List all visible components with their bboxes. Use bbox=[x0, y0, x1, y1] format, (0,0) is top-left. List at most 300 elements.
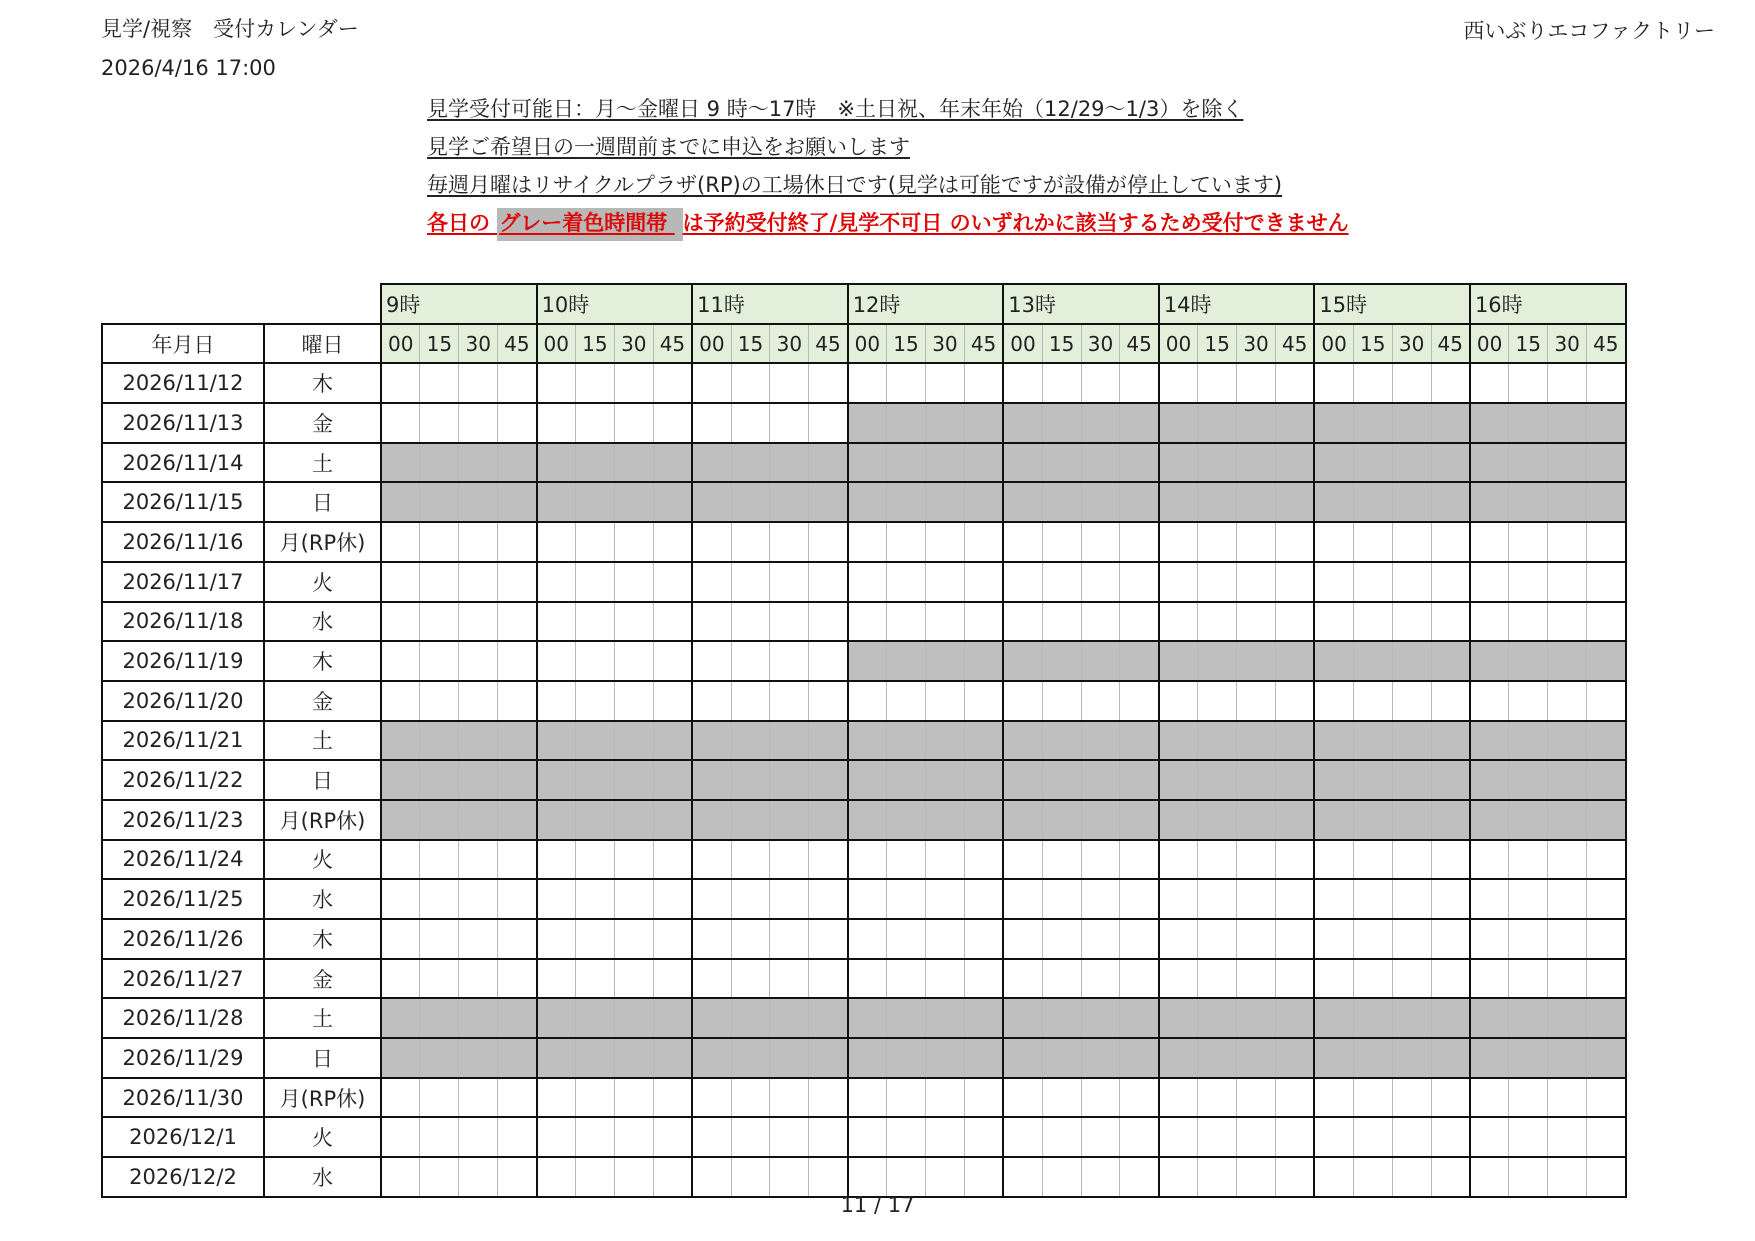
row-date: 2026/11/23 bbox=[102, 800, 264, 840]
time-slot-unavailable bbox=[459, 998, 498, 1038]
time-slot-unavailable bbox=[964, 403, 1003, 443]
time-slot-available bbox=[653, 879, 692, 919]
time-slot-available bbox=[498, 919, 537, 959]
time-slot-unavailable bbox=[1353, 443, 1392, 483]
time-slot-available bbox=[537, 879, 576, 919]
time-slot-unavailable bbox=[1587, 641, 1626, 681]
time-slot-unavailable bbox=[1470, 1038, 1509, 1078]
time-slot-unavailable bbox=[1392, 1038, 1431, 1078]
hour-header: 11時 bbox=[692, 284, 848, 324]
time-slot-available bbox=[964, 681, 1003, 721]
time-slot-unavailable bbox=[1275, 443, 1314, 483]
time-slot-available bbox=[1042, 363, 1081, 403]
time-slot-available bbox=[1392, 919, 1431, 959]
time-slot-available bbox=[1548, 522, 1587, 562]
time-slot-unavailable bbox=[1470, 403, 1509, 443]
time-slot-available bbox=[1120, 363, 1159, 403]
time-slot-available bbox=[809, 403, 848, 443]
time-slot-available bbox=[925, 879, 964, 919]
time-slot-available bbox=[575, 919, 614, 959]
time-slot-unavailable bbox=[1159, 641, 1198, 681]
time-slot-available bbox=[1237, 522, 1276, 562]
time-slot-available bbox=[1314, 562, 1353, 602]
row-day-of-week: 金 bbox=[264, 403, 381, 443]
time-slot-available bbox=[1120, 840, 1159, 880]
time-slot-available bbox=[498, 681, 537, 721]
time-slot-available bbox=[1003, 840, 1042, 880]
time-slot-available bbox=[420, 562, 459, 602]
time-slot-available bbox=[925, 522, 964, 562]
time-slot-unavailable bbox=[1470, 641, 1509, 681]
note-grey-legend-highlight: グレー着色時間帯 bbox=[497, 208, 682, 241]
time-slot-available bbox=[1548, 363, 1587, 403]
time-slot-available bbox=[770, 681, 809, 721]
time-slot-available bbox=[575, 879, 614, 919]
time-slot-unavailable bbox=[848, 443, 887, 483]
time-slot-available bbox=[731, 879, 770, 919]
time-slot-unavailable bbox=[731, 443, 770, 483]
row-date: 2026/11/20 bbox=[102, 681, 264, 721]
time-slot-available bbox=[1198, 602, 1237, 642]
time-slot-available bbox=[1587, 1117, 1626, 1157]
time-slot-unavailable bbox=[1548, 443, 1587, 483]
time-slot-available bbox=[1392, 681, 1431, 721]
time-slot-available bbox=[614, 1117, 653, 1157]
minute-header: 30 bbox=[1392, 324, 1431, 364]
time-slot-unavailable bbox=[1042, 998, 1081, 1038]
time-slot-available bbox=[1431, 681, 1470, 721]
time-slot-available bbox=[1353, 879, 1392, 919]
time-slot-available bbox=[1587, 522, 1626, 562]
time-slot-available bbox=[1275, 681, 1314, 721]
time-slot-available bbox=[1509, 1117, 1548, 1157]
time-slot-available bbox=[653, 641, 692, 681]
time-slot-available bbox=[537, 1157, 576, 1197]
time-slot-available bbox=[1198, 919, 1237, 959]
time-slot-available bbox=[459, 562, 498, 602]
time-slot-available bbox=[809, 919, 848, 959]
time-slot-available bbox=[1392, 1117, 1431, 1157]
time-slot-available bbox=[381, 919, 420, 959]
time-slot-available bbox=[770, 879, 809, 919]
time-slot-unavailable bbox=[1392, 998, 1431, 1038]
time-slot-unavailable bbox=[575, 721, 614, 761]
time-slot-unavailable bbox=[1587, 800, 1626, 840]
time-slot-available bbox=[498, 403, 537, 443]
time-slot-available bbox=[731, 403, 770, 443]
time-slot-available bbox=[1431, 879, 1470, 919]
time-slot-available bbox=[848, 879, 887, 919]
facility-name: 西いぶりエコファクトリー bbox=[1463, 19, 1715, 43]
time-slot-available bbox=[887, 1078, 926, 1118]
minute-header: 30 bbox=[925, 324, 964, 364]
time-slot-available bbox=[1470, 1117, 1509, 1157]
time-slot-available bbox=[770, 919, 809, 959]
time-slot-available bbox=[1392, 363, 1431, 403]
time-slot-unavailable bbox=[1237, 443, 1276, 483]
time-slot-available bbox=[1237, 919, 1276, 959]
row-day-of-week: 火 bbox=[264, 1117, 381, 1157]
time-slot-unavailable bbox=[1587, 760, 1626, 800]
time-slot-available bbox=[1587, 1157, 1626, 1197]
calendar-row bbox=[102, 998, 1626, 1038]
time-slot-unavailable bbox=[1120, 443, 1159, 483]
time-slot-available bbox=[1431, 959, 1470, 999]
time-slot-unavailable bbox=[1587, 403, 1626, 443]
time-slot-available bbox=[692, 919, 731, 959]
calendar-row bbox=[102, 760, 1626, 800]
time-slot-unavailable bbox=[809, 721, 848, 761]
time-slot-unavailable bbox=[731, 482, 770, 522]
time-slot-available bbox=[1470, 1157, 1509, 1197]
time-slot-unavailable bbox=[1509, 760, 1548, 800]
time-slot-unavailable bbox=[1198, 800, 1237, 840]
time-slot-available bbox=[1587, 1078, 1626, 1118]
time-slot-unavailable bbox=[653, 443, 692, 483]
time-slot-available bbox=[1431, 562, 1470, 602]
time-slot-available bbox=[498, 562, 537, 602]
time-slot-unavailable bbox=[731, 760, 770, 800]
time-slot-available bbox=[770, 840, 809, 880]
time-slot-unavailable bbox=[848, 998, 887, 1038]
time-slot-available bbox=[537, 363, 576, 403]
time-slot-unavailable bbox=[1198, 403, 1237, 443]
time-slot-unavailable bbox=[692, 1038, 731, 1078]
minute-header: 15 bbox=[1509, 324, 1548, 364]
time-slot-available bbox=[459, 1078, 498, 1118]
time-slot-available bbox=[1509, 959, 1548, 999]
time-slot-available bbox=[420, 879, 459, 919]
time-slot-available bbox=[1587, 602, 1626, 642]
time-slot-unavailable bbox=[1314, 721, 1353, 761]
time-slot-available bbox=[1120, 1078, 1159, 1118]
time-slot-available bbox=[575, 1157, 614, 1197]
time-slot-available bbox=[887, 1117, 926, 1157]
time-slot-available bbox=[1470, 522, 1509, 562]
time-slot-unavailable bbox=[537, 1038, 576, 1078]
time-slot-available bbox=[1042, 681, 1081, 721]
time-slot-available bbox=[1120, 1157, 1159, 1197]
time-slot-unavailable bbox=[1198, 760, 1237, 800]
time-slot-available bbox=[1198, 840, 1237, 880]
time-slot-unavailable bbox=[420, 443, 459, 483]
time-slot-unavailable bbox=[1587, 721, 1626, 761]
note-apply-deadline: 見学ご希望日の一週間前までに申込をお願いします bbox=[427, 135, 910, 159]
time-slot-available bbox=[1431, 840, 1470, 880]
time-slot-unavailable bbox=[1509, 998, 1548, 1038]
time-slot-available bbox=[459, 879, 498, 919]
row-day-of-week: 月(RP休) bbox=[264, 1078, 381, 1118]
time-slot-unavailable bbox=[964, 760, 1003, 800]
row-day-of-week: 日 bbox=[264, 760, 381, 800]
time-slot-unavailable bbox=[1431, 443, 1470, 483]
row-day-of-week: 月(RP休) bbox=[264, 800, 381, 840]
time-slot-unavailable bbox=[1159, 443, 1198, 483]
time-slot-available bbox=[1353, 840, 1392, 880]
time-slot-available bbox=[1275, 919, 1314, 959]
calendar-body bbox=[102, 363, 1626, 1196]
calendar-row bbox=[102, 800, 1626, 840]
row-date: 2026/11/13 bbox=[102, 403, 264, 443]
time-slot-available bbox=[498, 641, 537, 681]
time-slot-available bbox=[692, 602, 731, 642]
time-slot-available bbox=[731, 840, 770, 880]
time-slot-available bbox=[1470, 602, 1509, 642]
row-date: 2026/11/24 bbox=[102, 840, 264, 880]
minute-header: 00 bbox=[848, 324, 887, 364]
time-slot-unavailable bbox=[964, 1038, 1003, 1078]
minute-header: 00 bbox=[1314, 324, 1353, 364]
time-slot-available bbox=[1081, 1078, 1120, 1118]
time-slot-available bbox=[1392, 562, 1431, 602]
time-slot-unavailable bbox=[1470, 760, 1509, 800]
minute-header: 45 bbox=[1431, 324, 1470, 364]
time-slot-available bbox=[809, 681, 848, 721]
time-slot-available bbox=[1237, 1078, 1276, 1118]
time-slot-unavailable bbox=[498, 482, 537, 522]
time-slot-available bbox=[1275, 1078, 1314, 1118]
time-slot-available bbox=[614, 363, 653, 403]
time-slot-unavailable bbox=[692, 482, 731, 522]
calendar-row bbox=[102, 443, 1626, 483]
time-slot-available bbox=[1120, 681, 1159, 721]
time-slot-available bbox=[1198, 959, 1237, 999]
time-slot-unavailable bbox=[1198, 998, 1237, 1038]
row-date: 2026/11/19 bbox=[102, 641, 264, 681]
time-slot-available bbox=[1237, 1117, 1276, 1157]
minute-header: 45 bbox=[1120, 324, 1159, 364]
time-slot-unavailable bbox=[1159, 760, 1198, 800]
calendar-row bbox=[102, 681, 1626, 721]
time-slot-available bbox=[925, 1117, 964, 1157]
time-slot-available bbox=[1587, 879, 1626, 919]
time-slot-available bbox=[731, 681, 770, 721]
time-slot-available bbox=[925, 840, 964, 880]
time-slot-available bbox=[1237, 1157, 1276, 1197]
time-slot-unavailable bbox=[1120, 482, 1159, 522]
time-slot-available bbox=[964, 919, 1003, 959]
minute-header: 15 bbox=[420, 324, 459, 364]
time-slot-available bbox=[964, 1117, 1003, 1157]
time-slot-available bbox=[887, 681, 926, 721]
time-slot-unavailable bbox=[537, 721, 576, 761]
time-slot-unavailable bbox=[1392, 721, 1431, 761]
minute-header: 15 bbox=[1042, 324, 1081, 364]
time-slot-available bbox=[459, 363, 498, 403]
time-slot-available bbox=[1159, 522, 1198, 562]
time-slot-unavailable bbox=[1431, 760, 1470, 800]
time-slot-available bbox=[964, 602, 1003, 642]
time-slot-unavailable bbox=[459, 721, 498, 761]
time-slot-unavailable bbox=[1198, 443, 1237, 483]
time-slot-available bbox=[1081, 919, 1120, 959]
time-slot-available bbox=[498, 602, 537, 642]
time-slot-unavailable bbox=[964, 721, 1003, 761]
time-slot-available bbox=[1237, 879, 1276, 919]
time-slot-unavailable bbox=[1042, 443, 1081, 483]
time-slot-available bbox=[381, 522, 420, 562]
time-slot-available bbox=[692, 363, 731, 403]
time-slot-available bbox=[1314, 522, 1353, 562]
time-slot-available bbox=[1275, 879, 1314, 919]
time-slot-available bbox=[381, 363, 420, 403]
time-slot-unavailable bbox=[1314, 482, 1353, 522]
time-slot-available bbox=[1120, 522, 1159, 562]
time-slot-available bbox=[731, 641, 770, 681]
time-slot-available bbox=[575, 1117, 614, 1157]
time-slot-unavailable bbox=[1198, 721, 1237, 761]
time-slot-available bbox=[1353, 959, 1392, 999]
time-slot-unavailable bbox=[1548, 760, 1587, 800]
time-slot-available bbox=[653, 959, 692, 999]
time-slot-available bbox=[1159, 681, 1198, 721]
time-slot-available bbox=[770, 363, 809, 403]
time-slot-available bbox=[809, 602, 848, 642]
time-slot-available bbox=[1470, 959, 1509, 999]
time-slot-available bbox=[537, 919, 576, 959]
row-day-of-week: 日 bbox=[264, 482, 381, 522]
calendar-row bbox=[102, 919, 1626, 959]
time-slot-unavailable bbox=[1353, 998, 1392, 1038]
time-slot-available bbox=[1275, 562, 1314, 602]
time-slot-available bbox=[1431, 363, 1470, 403]
time-slot-unavailable bbox=[420, 721, 459, 761]
time-slot-available bbox=[1509, 919, 1548, 959]
document-timestamp: 2026/4/16 17:00 bbox=[101, 56, 276, 80]
time-slot-available bbox=[1159, 919, 1198, 959]
time-slot-available bbox=[498, 959, 537, 999]
time-slot-available bbox=[381, 403, 420, 443]
time-slot-available bbox=[964, 840, 1003, 880]
row-date: 2026/11/15 bbox=[102, 482, 264, 522]
time-slot-unavailable bbox=[1314, 800, 1353, 840]
time-slot-available bbox=[459, 522, 498, 562]
time-slot-unavailable bbox=[420, 482, 459, 522]
time-slot-unavailable bbox=[459, 482, 498, 522]
row-day-of-week: 日 bbox=[264, 1038, 381, 1078]
time-slot-unavailable bbox=[575, 998, 614, 1038]
dow-column-header: 曜日 bbox=[264, 324, 381, 364]
time-slot-unavailable bbox=[1431, 998, 1470, 1038]
time-slot-unavailable bbox=[1353, 721, 1392, 761]
time-slot-unavailable bbox=[925, 641, 964, 681]
time-slot-available bbox=[459, 681, 498, 721]
minute-header: 30 bbox=[459, 324, 498, 364]
time-slot-unavailable bbox=[1275, 760, 1314, 800]
time-slot-available bbox=[575, 522, 614, 562]
time-slot-available bbox=[964, 959, 1003, 999]
time-slot-available bbox=[1509, 1078, 1548, 1118]
time-slot-unavailable bbox=[887, 1038, 926, 1078]
time-slot-available bbox=[1237, 602, 1276, 642]
time-slot-available bbox=[381, 681, 420, 721]
time-slot-available bbox=[653, 602, 692, 642]
time-slot-unavailable bbox=[770, 998, 809, 1038]
time-slot-available bbox=[1120, 879, 1159, 919]
time-slot-available bbox=[887, 919, 926, 959]
time-slot-available bbox=[537, 562, 576, 602]
minute-header: 30 bbox=[1237, 324, 1276, 364]
time-slot-available bbox=[614, 681, 653, 721]
time-slot-available bbox=[731, 919, 770, 959]
time-slot-unavailable bbox=[848, 721, 887, 761]
time-slot-available bbox=[1275, 959, 1314, 999]
time-slot-available bbox=[459, 1117, 498, 1157]
time-slot-unavailable bbox=[1509, 443, 1548, 483]
calendar-row bbox=[102, 1038, 1626, 1078]
calendar-row bbox=[102, 879, 1626, 919]
time-slot-available bbox=[848, 959, 887, 999]
note-grey-legend-pre: 各日の bbox=[427, 211, 498, 235]
time-slot-available bbox=[614, 959, 653, 999]
time-slot-available bbox=[1081, 562, 1120, 602]
time-slot-available bbox=[692, 681, 731, 721]
time-slot-available bbox=[1470, 562, 1509, 602]
time-slot-unavailable bbox=[1431, 482, 1470, 522]
time-slot-available bbox=[459, 840, 498, 880]
time-slot-unavailable bbox=[537, 443, 576, 483]
time-slot-available bbox=[459, 403, 498, 443]
time-slot-unavailable bbox=[1081, 760, 1120, 800]
time-slot-unavailable bbox=[1237, 641, 1276, 681]
time-slot-unavailable bbox=[1275, 482, 1314, 522]
time-slot-available bbox=[614, 919, 653, 959]
time-slot-available bbox=[809, 1117, 848, 1157]
time-slot-unavailable bbox=[1470, 443, 1509, 483]
time-slot-available bbox=[1548, 562, 1587, 602]
time-slot-unavailable bbox=[1198, 641, 1237, 681]
row-day-of-week: 土 bbox=[264, 998, 381, 1038]
time-slot-unavailable bbox=[848, 641, 887, 681]
time-slot-unavailable bbox=[498, 721, 537, 761]
time-slot-available bbox=[692, 840, 731, 880]
time-slot-available bbox=[537, 602, 576, 642]
hour-header-row bbox=[102, 284, 1626, 324]
time-slot-unavailable bbox=[1548, 998, 1587, 1038]
time-slot-unavailable bbox=[731, 998, 770, 1038]
time-slot-unavailable bbox=[964, 482, 1003, 522]
time-slot-available bbox=[1470, 363, 1509, 403]
time-slot-unavailable bbox=[1120, 760, 1159, 800]
time-slot-available bbox=[731, 602, 770, 642]
calendar-row bbox=[102, 602, 1626, 642]
note-grey-legend-post: は予約受付終了/見学不可日 のいずれかに該当するため受付できません bbox=[682, 211, 1349, 235]
time-slot-available bbox=[575, 363, 614, 403]
time-slot-available bbox=[1587, 681, 1626, 721]
time-slot-unavailable bbox=[1198, 482, 1237, 522]
time-slot-unavailable bbox=[1275, 721, 1314, 761]
time-slot-available bbox=[692, 522, 731, 562]
time-slot-available bbox=[1392, 879, 1431, 919]
minute-header: 30 bbox=[770, 324, 809, 364]
time-slot-available bbox=[1198, 681, 1237, 721]
time-slot-unavailable bbox=[809, 482, 848, 522]
time-slot-available bbox=[653, 562, 692, 602]
time-slot-available bbox=[1548, 919, 1587, 959]
time-slot-available bbox=[1275, 363, 1314, 403]
time-slot-available bbox=[1198, 879, 1237, 919]
time-slot-unavailable bbox=[653, 800, 692, 840]
time-slot-available bbox=[653, 1117, 692, 1157]
time-slot-available bbox=[614, 840, 653, 880]
time-slot-unavailable bbox=[1120, 1038, 1159, 1078]
time-slot-available bbox=[614, 1157, 653, 1197]
time-slot-unavailable bbox=[809, 443, 848, 483]
time-slot-available bbox=[1353, 1117, 1392, 1157]
time-slot-unavailable bbox=[925, 443, 964, 483]
time-slot-available bbox=[1275, 1117, 1314, 1157]
time-slot-unavailable bbox=[381, 721, 420, 761]
